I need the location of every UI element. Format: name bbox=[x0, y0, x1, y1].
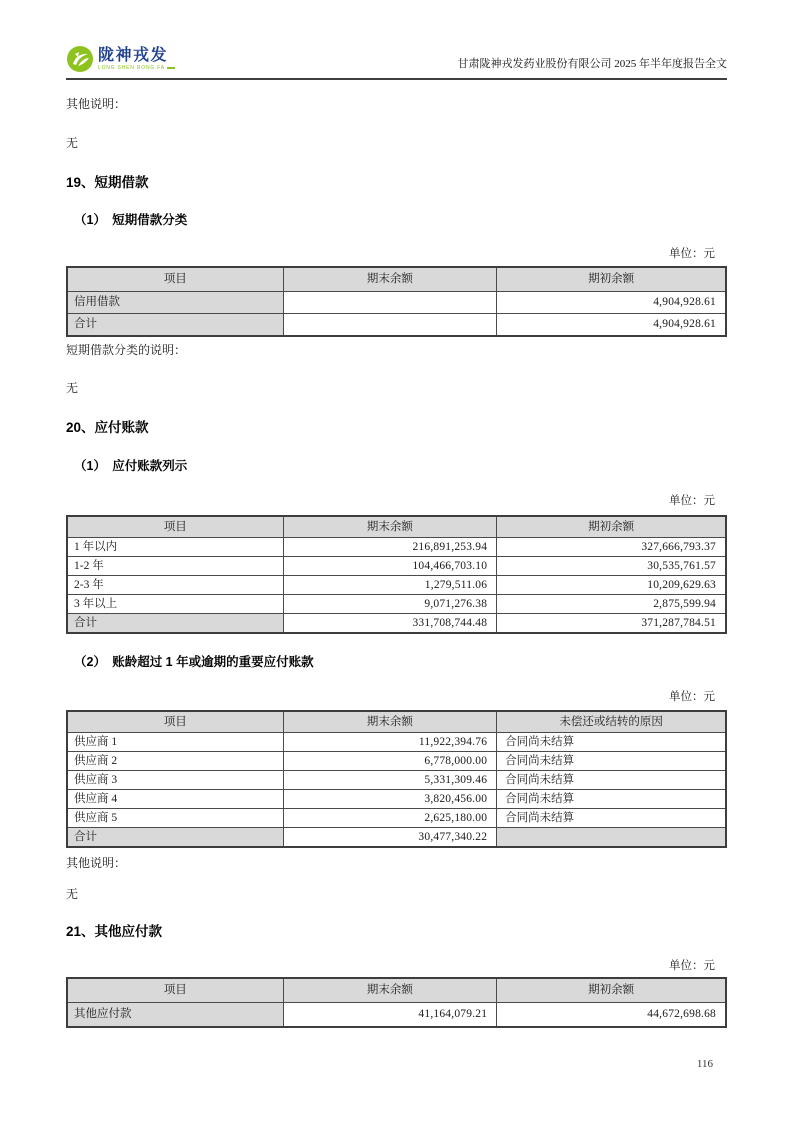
logo-brand-en: LONG SHEN RONG FA bbox=[98, 65, 165, 71]
row-ending-balance: 11,922,394.76 bbox=[283, 733, 497, 752]
row-beginning-balance: 371,287,784.51 bbox=[497, 614, 726, 634]
table-row bbox=[67, 557, 726, 576]
table-row bbox=[67, 752, 726, 771]
column-header-item: 项目 bbox=[67, 711, 283, 733]
column-header-beginning: 期初余额 bbox=[497, 978, 726, 1003]
row-beginning-balance: 4,904,928.61 bbox=[497, 292, 726, 314]
row-reason: 合同尚未结算 bbox=[497, 809, 726, 828]
column-header-ending: 期末余额 bbox=[283, 978, 497, 1003]
unit-label: 单位：元 bbox=[669, 495, 715, 507]
table-total-row bbox=[67, 614, 726, 634]
column-header-item: 项目 bbox=[67, 978, 283, 1003]
short-term-loan-note-value: 无 bbox=[66, 381, 79, 395]
table-total-row bbox=[67, 314, 726, 337]
row-ending-balance: 6,778,000.00 bbox=[283, 752, 497, 771]
table-row bbox=[67, 292, 726, 314]
table-row bbox=[67, 576, 726, 595]
row-ending-balance: 5,331,309.46 bbox=[283, 771, 497, 790]
section-19-heading: 19、短期借款 bbox=[66, 175, 149, 190]
row-beginning-balance: 30,535,761.57 bbox=[497, 557, 726, 576]
table-row bbox=[67, 809, 726, 828]
unit-label: 单位：元 bbox=[669, 691, 715, 703]
page-header bbox=[66, 45, 727, 80]
overdue-important-payables-table bbox=[66, 710, 727, 848]
other-notes-value: 无 bbox=[66, 887, 79, 901]
row-beginning-balance: 10,209,629.63 bbox=[497, 576, 726, 595]
row-ending-balance: 30,477,340.22 bbox=[283, 828, 497, 848]
row-beginning-balance: 44,672,698.68 bbox=[497, 1003, 726, 1028]
table-total-row bbox=[67, 828, 726, 848]
other-notes-label: 其他说明： bbox=[66, 97, 127, 111]
row-ending-balance: 2,625,180.00 bbox=[283, 809, 497, 828]
section-20-sub1-heading: （1） 应付账款列示 bbox=[74, 459, 188, 473]
other-notes-value: 无 bbox=[66, 136, 79, 150]
company-logo bbox=[66, 45, 175, 73]
row-ending-balance: 331,708,744.48 bbox=[283, 614, 497, 634]
column-header-ending: 期末余额 bbox=[283, 711, 497, 733]
table-header-row bbox=[67, 978, 726, 1003]
logo-underline bbox=[167, 67, 175, 69]
row-item: 3 年以上 bbox=[67, 595, 283, 614]
accounts-payable-aging-table bbox=[66, 515, 727, 634]
table-row bbox=[67, 1003, 726, 1028]
column-header-reason: 未偿还或结转的原因 bbox=[497, 711, 726, 733]
row-item: 1 年以内 bbox=[67, 538, 283, 557]
column-header-item: 项目 bbox=[67, 516, 283, 538]
section-20-sub2-heading: （2） 账龄超过 1 年或逾期的重要应付账款 bbox=[74, 655, 314, 669]
column-header-ending: 期末余额 bbox=[283, 267, 497, 292]
logo-brand-en-row bbox=[98, 65, 175, 71]
table-row bbox=[67, 771, 726, 790]
row-item: 信用借款 bbox=[67, 292, 283, 314]
section-19-sub1-heading: （1） 短期借款分类 bbox=[74, 213, 188, 227]
row-item: 供应商 1 bbox=[67, 733, 283, 752]
row-ending-balance: 1,279,511.06 bbox=[283, 576, 497, 595]
short-term-loan-note-label: 短期借款分类的说明： bbox=[66, 343, 187, 357]
table-header-row bbox=[67, 516, 726, 538]
row-ending-balance: 104,466,703.10 bbox=[283, 557, 497, 576]
row-item: 供应商 3 bbox=[67, 771, 283, 790]
table-row bbox=[67, 538, 726, 557]
table-row bbox=[67, 790, 726, 809]
document-title: 甘肃陇神戎发药业股份有限公司 2025 年半年度报告全文 bbox=[457, 58, 727, 70]
row-item: 其他应付款 bbox=[67, 1003, 283, 1028]
row-ending-balance: 9,071,276.38 bbox=[283, 595, 497, 614]
row-reason: 合同尚未结算 bbox=[497, 752, 726, 771]
section-21-heading: 21、其他应付款 bbox=[66, 924, 163, 939]
other-notes-label: 其他说明： bbox=[66, 856, 127, 870]
row-item: 合计 bbox=[67, 314, 283, 337]
page-number: 116 bbox=[696, 1058, 713, 1070]
column-header-beginning: 期初余额 bbox=[497, 267, 726, 292]
table-header-row bbox=[67, 267, 726, 292]
unit-label: 单位：元 bbox=[669, 960, 715, 972]
row-item: 供应商 2 bbox=[67, 752, 283, 771]
section-20-heading: 20、应付账款 bbox=[66, 420, 149, 435]
other-payables-table bbox=[66, 977, 727, 1028]
row-item: 2-3 年 bbox=[67, 576, 283, 595]
column-header-beginning: 期初余额 bbox=[497, 516, 726, 538]
row-item: 合计 bbox=[67, 828, 283, 848]
logo-text-block bbox=[98, 47, 175, 71]
row-ending-balance: 3,820,456.00 bbox=[283, 790, 497, 809]
unit-label: 单位：元 bbox=[669, 248, 715, 260]
row-reason: 合同尚未结算 bbox=[497, 733, 726, 752]
row-beginning-balance: 327,666,793.37 bbox=[497, 538, 726, 557]
row-ending-balance bbox=[283, 292, 497, 314]
logo-brand-cn: 陇神戎发 bbox=[98, 47, 169, 64]
table-row bbox=[67, 733, 726, 752]
column-header-item: 项目 bbox=[67, 267, 283, 292]
column-header-ending: 期末余额 bbox=[283, 516, 497, 538]
row-item: 供应商 4 bbox=[67, 790, 283, 809]
row-item: 供应商 5 bbox=[67, 809, 283, 828]
row-reason: 合同尚未结算 bbox=[497, 790, 726, 809]
short-term-loan-table bbox=[66, 266, 727, 337]
row-ending-balance: 216,891,253.94 bbox=[283, 538, 497, 557]
row-reason: 合同尚未结算 bbox=[497, 771, 726, 790]
logo-leaf-icon bbox=[66, 45, 94, 73]
row-reason bbox=[497, 828, 726, 848]
row-item: 合计 bbox=[67, 614, 283, 634]
table-row bbox=[67, 595, 726, 614]
row-ending-balance bbox=[283, 314, 497, 337]
row-ending-balance: 41,164,079.21 bbox=[283, 1003, 497, 1028]
row-beginning-balance: 2,875,599.94 bbox=[497, 595, 726, 614]
row-item: 1-2 年 bbox=[67, 557, 283, 576]
row-beginning-balance: 4,904,928.61 bbox=[497, 314, 726, 337]
table-header-row bbox=[67, 711, 726, 733]
